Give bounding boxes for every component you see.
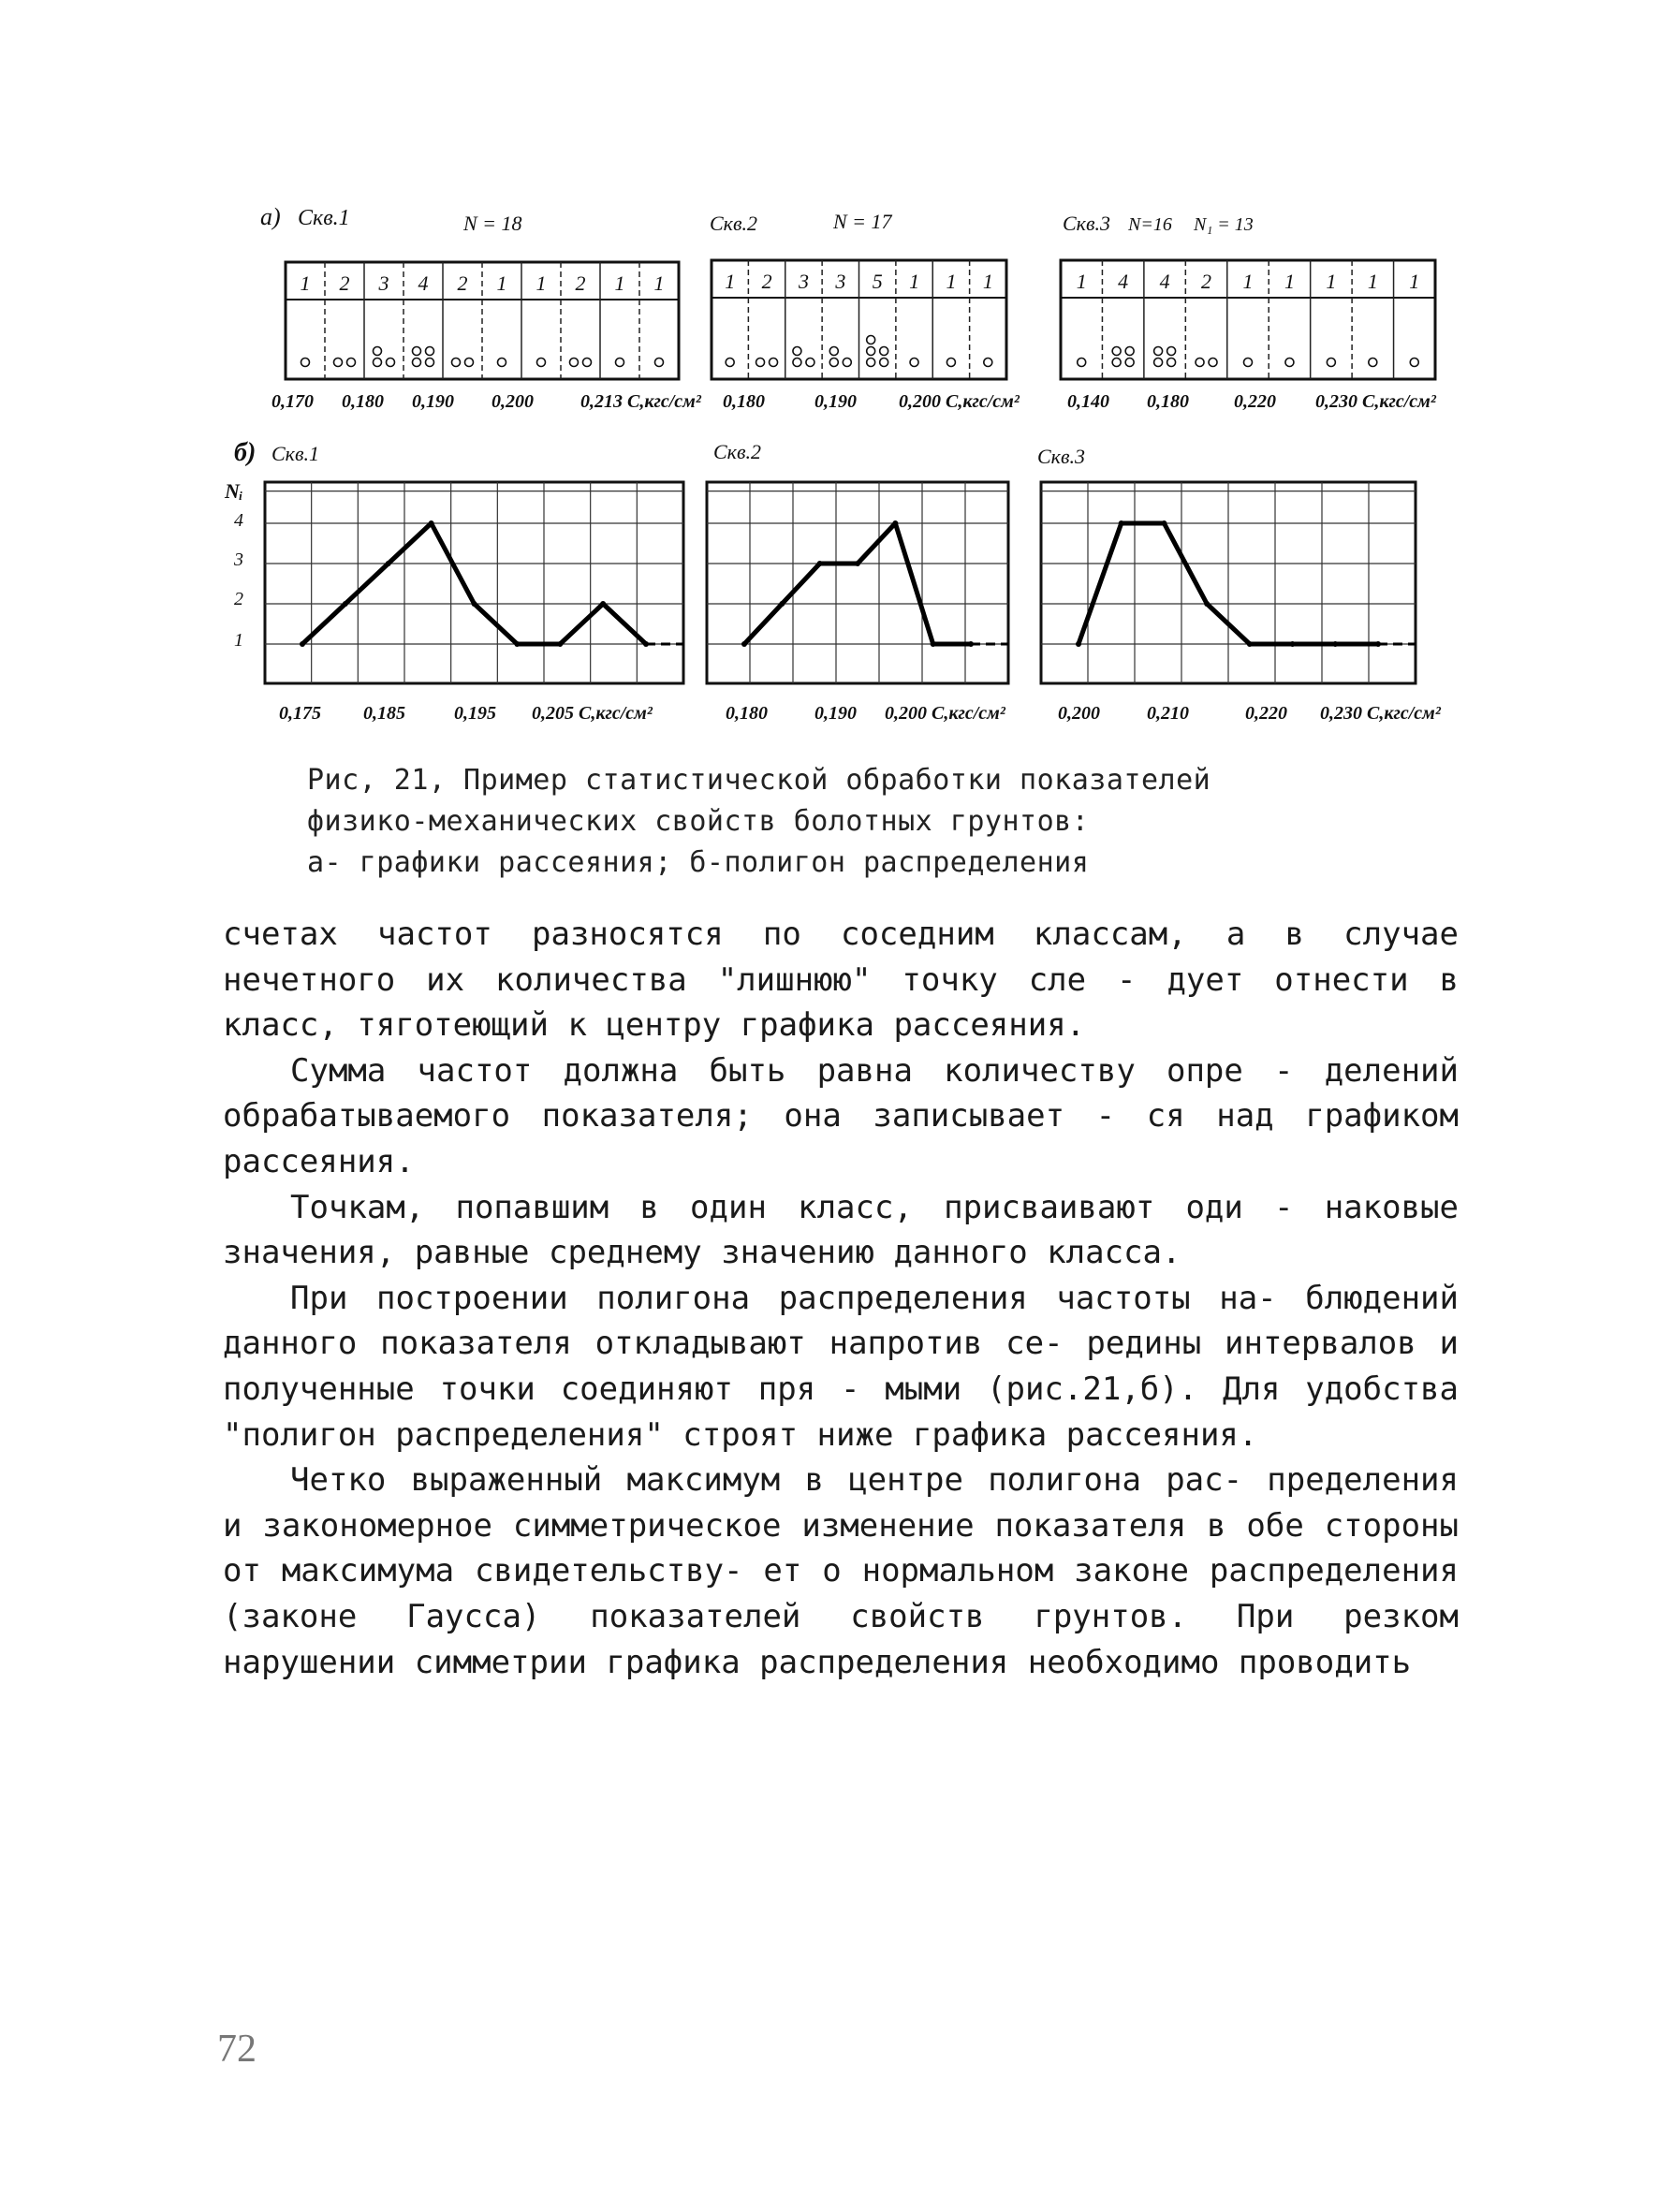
scatter-point [301,359,310,367]
polygon-point [741,641,747,647]
scatter-point [1410,359,1418,367]
polygon-tick-label: 0,220 [1245,703,1287,724]
scatter-count: 1 [1242,270,1254,293]
polygon-point [1076,641,1081,647]
scatter-count: 2 [339,271,350,295]
scatter-point [570,359,579,367]
scatter-2-n: N = 17 [833,210,892,233]
scatter-plots [271,260,1437,412]
paragraph: Четко выраженный максимум в центре полигона рас- пределения и закономерное симметрическое изменение показателя в обе стороны от максимума свидетельству- ет о нормальном законе распределения (законе Гаусса) показателей свойств грунтов. При резком нарушении симметрии графика распределения необходимо проводить [223,1461,1459,1681]
scatter-point [1125,347,1134,356]
scatter-point [334,359,343,367]
caption-line-2: физико-механических свойств болотных грунтов: [307,805,1090,838]
scatter-count: 1 [614,271,625,295]
scatter-point [537,359,546,367]
polygon-point [779,601,785,607]
scatter-point [880,359,888,367]
scatter-point [1244,359,1253,367]
scatter-count: 1 [1284,270,1295,293]
scatter-tick-label: 0,220 [1234,391,1276,412]
polygon-3-title: Скв.3 [1037,445,1086,468]
scatter-point [1196,359,1204,367]
scatter-count: 2 [1201,270,1212,293]
scatter-point [1167,359,1176,367]
scatter-count: 1 [946,270,957,293]
scatter-point [498,359,506,367]
polygon-tick-label: 0,200 С,кгс/см² [885,703,1005,724]
caption-line-1: Рис, 21, Пример статистической обработки показателей [307,764,1211,797]
scatter-count: 1 [1367,270,1378,293]
polygon-y-label: Nᵢ [225,479,243,503]
polygon-point [892,520,898,526]
scatter-point [1327,359,1335,367]
polygon-y-tick-3: 3 [234,549,243,570]
polygon-point [300,641,305,647]
scatter-point [1154,347,1163,356]
scatter-point [1167,347,1176,356]
panel-a-label: а) [260,203,281,230]
polygon-point [855,561,860,566]
polygon-tick-label: 0,200 [1058,703,1100,724]
scatter-point [793,359,801,367]
scatter-count: 3 [378,271,389,295]
paragraph: При построении полигона распределения частоты на- блюдений данного показателя откладывают напротив се- редины интервалов и полученные точки соединяют пря - мыми (рис.21,б). Для удобства "полигон распределения" строят ниже графика рассеяния. [223,1279,1459,1454]
polygon-tick-label: 0,230 С,кгс/см² [1320,703,1441,724]
scatter-count: 1 [725,270,736,293]
scatter-count: 3 [798,270,809,293]
scatter-count: 1 [1076,270,1087,293]
body-text [223,912,1459,1685]
scatter-3-n: N=16 [1128,214,1172,235]
polygon-series-line [302,523,646,644]
paragraph: Точкам, попавшим в один класс, присваивают оди - наковые значения, равные среднему значению данного класса. [223,1188,1459,1272]
scatter-count: 1 [1326,270,1337,293]
scatter-count: 1 [496,271,507,295]
scatter-point [1078,359,1086,367]
polygon-y-tick-1: 1 [234,630,243,651]
figure-21 [0,0,1658,749]
scatter-count: 2 [457,271,468,295]
scatter-point [452,359,461,367]
polygon-y-tick-4: 4 [234,510,243,531]
polygon-tick-label: 0,210 [1147,703,1189,724]
scatter-point [843,359,851,367]
panel-b-label: б) [234,438,257,467]
scatter-tick-label: 0,213 С,кгс/см² [580,391,701,412]
scatter-point [347,359,356,367]
scatter-point [726,359,734,367]
caption-line-3: а- графики рассеяния; б-полигон распределения [307,846,1090,879]
scatter-tick-label: 0,180 [342,391,384,412]
scatter-point [880,347,888,356]
scatter-point [374,347,382,356]
polygon-frame [265,482,683,683]
scatter-point [387,359,395,367]
scatter-3-title: Скв.3 [1063,212,1111,235]
scatter-point [867,347,875,356]
scatter-3-n2: N₁ = 13 [1194,214,1254,235]
scatter-count: 2 [761,270,772,293]
scatter-1-n: N = 18 [463,212,522,235]
polygon-point [557,641,563,647]
polygon-series-line [744,523,971,644]
scatter-count: 1 [300,271,311,295]
scatter-point [426,347,434,356]
polygon-tick-label: 0,180 [726,703,768,724]
scatter-count: 3 [835,270,846,293]
scatter-2-title: Скв.2 [710,212,758,235]
polygon-y-tick-2: 2 [234,589,243,609]
polygon-point [1290,641,1296,647]
figure-caption [307,760,1431,884]
polygon-tick-label: 0,195 [454,703,496,724]
scatter-point [1209,359,1217,367]
scatter-count: 1 [982,270,993,293]
scatter-point [756,359,765,367]
polygon-point [817,561,823,566]
polygon-frame [707,482,1008,683]
scatter-count: 5 [872,270,883,293]
polygon-point [931,641,936,647]
scatter-count: 4 [1159,270,1170,293]
scatter-point [867,336,875,344]
scatter-tick-label: 0,190 [814,391,857,412]
polygon-point [600,601,606,607]
scatter-point [867,359,875,367]
scatter-tick-label: 0,230 С,кгс/см² [1315,391,1436,412]
polygon-tick-label: 0,175 [279,703,321,724]
scatter-point [910,359,918,367]
scatter-point [1369,359,1377,367]
scatter-count: 4 [418,271,429,295]
scatter-tick-label: 0,170 [271,391,314,412]
scatter-count: 1 [1409,270,1420,293]
polygon-point [1119,520,1124,526]
polygon-point [514,641,520,647]
scatter-point [1112,359,1121,367]
polygon-point [343,601,348,607]
scatter-point [829,359,838,367]
scatter-point [583,359,592,367]
scatter-point [1285,359,1294,367]
scatter-point [413,359,421,367]
polygon-1-title: Скв.1 [271,442,320,465]
page-number: 72 [217,2028,257,2071]
paragraph: счетах частот разносятся по соседним классам, а в случае нечетного их количества "лишнюю" точку сле - дует отнести в класс, тяготеющий к центру графика рассеяния. [223,916,1459,1045]
scatter-point [793,347,801,356]
scatter-point [829,347,838,356]
scatter-count: 1 [909,270,920,293]
polygon-tick-label: 0,185 [363,703,405,724]
scatter-count: 2 [575,271,586,295]
scatter-1-title: Скв.1 [298,206,350,230]
scatter-point [655,359,664,367]
polygon-point [386,561,391,566]
polygon-tick-label: 0,205 С,кгс/см² [532,703,653,724]
polygon-2-title: Скв.2 [713,440,762,463]
scatter-point [1125,359,1134,367]
polygon-point [1332,641,1338,647]
scatter-point [946,359,955,367]
scatter-point [984,359,992,367]
scatter-count: 1 [536,271,547,295]
scatter-tick-label: 0,180 [723,391,765,412]
polygon-point [1161,520,1166,526]
scatter-point [374,359,382,367]
scatter-tick-label: 0,180 [1147,391,1189,412]
scatter-tick-label: 0,200 С,кгс/см² [899,391,1020,412]
scatter-count: 4 [1118,270,1129,293]
polygon-tick-label: 0,190 [814,703,857,724]
scatter-count: 1 [653,271,665,295]
scatter-point [1112,347,1121,356]
polygon-point [1247,641,1253,647]
polygon-point [1204,601,1210,607]
scatter-point [413,347,421,356]
scatter-tick-label: 0,190 [412,391,454,412]
scatter-tick-label: 0,140 [1067,391,1109,412]
scatter-tick-label: 0,200 [492,391,534,412]
scatter-point [770,359,778,367]
polygon-point [472,601,477,607]
scatter-point [1154,359,1163,367]
scatter-point [616,359,624,367]
scatter-point [465,359,474,367]
scatter-point [806,359,814,367]
paragraph: Сумма частот должна быть равна количеству опре - делений обрабатываемого показателя; она записывает - ся над графиком рассеяния. [223,1051,1459,1180]
polygon-point [429,520,434,526]
scatter-point [426,359,434,367]
polygon-charts [265,482,1442,724]
